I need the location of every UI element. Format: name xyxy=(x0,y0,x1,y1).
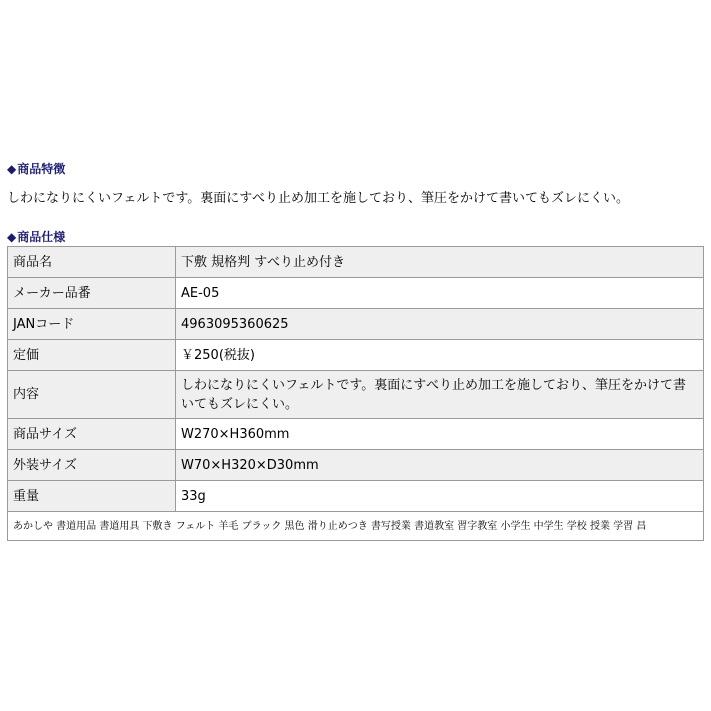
spec-value: しわになりにくいフェルトです。裏面にすべり止め加工を施しており、筆圧をかけて書いてもズレにくい。 xyxy=(176,371,704,419)
spec-value: AE-05 xyxy=(176,278,704,309)
features-heading-text: 商品特徴 xyxy=(17,162,66,176)
spec-row-tags xyxy=(8,512,704,541)
spec-row-jan-code xyxy=(8,309,704,340)
spec-value: W70×H320×D30mm xyxy=(176,450,704,481)
spec-label: 内容 xyxy=(8,371,176,419)
spec-row-weight xyxy=(8,481,704,512)
spec-row-price xyxy=(8,340,704,371)
spec-label: 商品名 xyxy=(8,247,176,278)
spec-heading-text: 商品仕様 xyxy=(17,230,66,244)
spec-label: 重量 xyxy=(8,481,176,512)
keyword-tags: あかしや 書道用品 書道用具 下敷き フェルト 羊毛 ブラック 黒色 滑り止めつき 書写授業 書道教室 習字教室 小学生 中学生 学校 授業 学習 昌 xyxy=(8,512,704,541)
spec-label: JANコード xyxy=(8,309,176,340)
spec-label: 商品サイズ xyxy=(8,419,176,450)
spec-row-maker-number xyxy=(8,278,704,309)
spec-value: ￥250(税抜) xyxy=(176,340,704,371)
spec-table xyxy=(7,246,704,541)
spec-row-package-size xyxy=(8,450,704,481)
diamond-bullet-icon: ◆ xyxy=(7,162,17,176)
diamond-bullet-icon: ◆ xyxy=(7,230,17,244)
spec-label: 定価 xyxy=(8,340,176,371)
spec-label: メーカー品番 xyxy=(8,278,176,309)
features-description: しわになりにくいフェルトです。裏面にすべり止め加工を施しており、筆圧をかけて書いてもズレにくい。 xyxy=(7,191,630,206)
spec-value: W270×H360mm xyxy=(176,419,704,450)
spec-label: 外装サイズ xyxy=(8,450,176,481)
features-heading xyxy=(7,160,65,177)
spec-heading xyxy=(7,228,65,245)
spec-row-contents xyxy=(8,371,704,419)
spec-value: 下敷 規格判 すべり止め付き xyxy=(176,247,704,278)
spec-row-product-size xyxy=(8,419,704,450)
spec-value: 4963095360625 xyxy=(176,309,704,340)
spec-value: 33g xyxy=(176,481,704,512)
spec-row-product-name xyxy=(8,247,704,278)
